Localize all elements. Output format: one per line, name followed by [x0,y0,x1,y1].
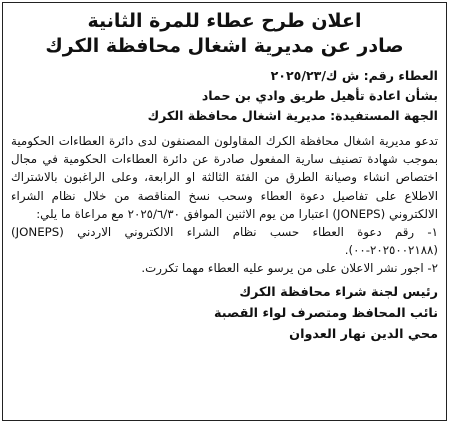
body-paragraph: تدعو مديرية اشغال محافظة الكرك المقاولون المصنفون لدى دائرة العطاءات الحكومية بموجب شهادة تصنيف سارية المفعول صادرة عن دائرة العطاءات الحكومية في مجال اختصاص انشاء وصيانة الطرق من الفئة الثالثة او الرابعة، وعلى الراغبون بالاشتراك الاطلاع على تفاصيل دعوة العطاء وسحب نسخ المناقصة من خلال نظام الشراء الالكتروني (JONEPS) اعتبارا من يوم الاثنين الموافق ٢٠٢٥/٦/٣٠ مع مراعاة ما يلي: [11,134,438,221]
tender-number: العطاء رقم: ش ك/٢٠٢٥/٢٣ [270,68,438,83]
condition-item-2: ٢- اجور نشر الاعلان على من يرسو عليه العطاء مهما تكررت. [141,261,438,276]
signature-role: نائب المحافظ ومتصرف لواء القصبة [214,305,438,321]
title-line-1: اعلان طرح عطاء للمرة الثانية [87,10,362,32]
signature-name: محي الدين نهار العدوان [289,326,438,342]
announcement-box [2,2,447,421]
announcement-body [11,132,438,278]
tender-subject: بشأن اعادة تأهيل طريق وادي بن حماد [201,88,438,103]
tender-details [11,66,438,126]
title-line-2: صادر عن مديرية اشغال محافظة الكرك [45,35,404,57]
condition-item-1: ١- رقم دعوة العطاء حسب نظام الشراء الالكتروني الاردني (JONEPS) (٢٠٢٥٠٠٢١٨٨-٠٠). [11,225,438,258]
signature-title: رئيس لجنة شراء محافظة الكرك [239,284,438,300]
beneficiary: الجهة المستفيدة: مديرية اشغال محافظة الكرك [147,108,438,123]
signature-block [11,282,438,345]
